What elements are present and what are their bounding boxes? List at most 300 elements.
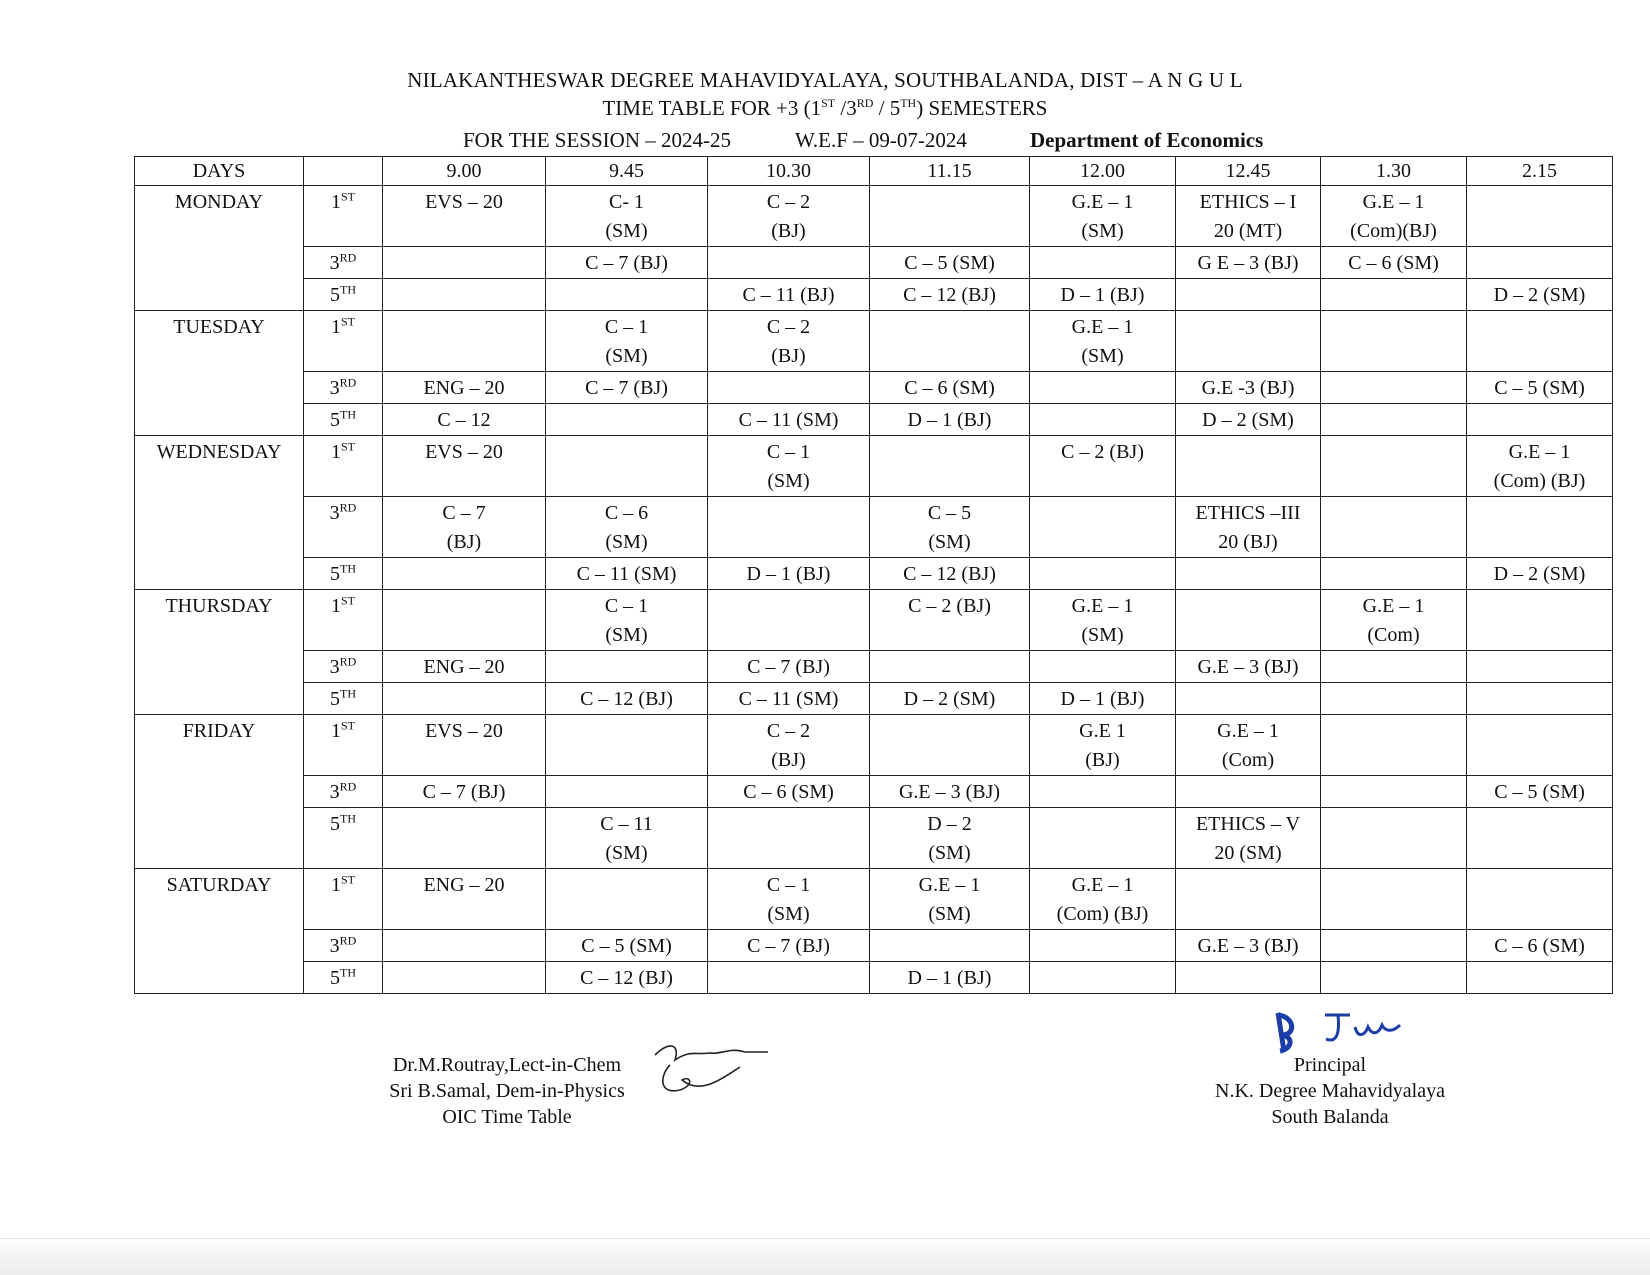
- semester-suffix: RD: [339, 654, 357, 669]
- schedule-cell: [546, 372, 708, 404]
- semester-number: 5: [330, 563, 340, 585]
- class-entry: D – 2 (SM): [903, 688, 996, 710]
- class-entry: G.E – 3 (BJ): [898, 781, 1001, 803]
- semester-number: 3: [329, 377, 340, 399]
- class-entry: D – 2 (SM): [1493, 563, 1586, 585]
- schedule-cell: [1176, 497, 1321, 558]
- class-entry: G.E – 1 (SM): [1071, 191, 1134, 242]
- schedule-cell: [1321, 279, 1467, 311]
- table-row: [135, 683, 1613, 715]
- semester-label: [304, 808, 383, 869]
- schedule-cell: [1176, 808, 1321, 869]
- class-entry: C – 1 (SM): [604, 595, 649, 646]
- semester-number: 3: [329, 935, 340, 957]
- timetable: [134, 156, 1613, 994]
- class-entry: G.E – 1 (SM): [918, 874, 981, 925]
- schedule-cell: [546, 962, 708, 994]
- schedule-cell: [1321, 590, 1467, 651]
- schedule-cell: [870, 186, 1030, 247]
- time-header: 12.00: [1030, 157, 1176, 186]
- class-entry: C – 5 (SM): [581, 935, 672, 957]
- schedule-cell: [1467, 404, 1613, 436]
- table-row: [135, 558, 1613, 590]
- class-entry: G.E – 1 (SM): [1071, 316, 1134, 367]
- schedule-cell: [383, 404, 546, 436]
- semester-number: 3: [329, 781, 340, 803]
- semester-label: [304, 186, 383, 247]
- schedule-cell: [1467, 436, 1613, 497]
- class-entry: C – 1 (SM): [604, 316, 649, 367]
- schedule-cell: [383, 962, 546, 994]
- schedule-cell: [1467, 808, 1613, 869]
- table-row: [135, 497, 1613, 558]
- class-entry: C – 11 (SM): [738, 409, 839, 431]
- schedule-cell: [1176, 558, 1321, 590]
- schedule-cell: [1321, 930, 1467, 962]
- schedule-cell: [870, 715, 1030, 776]
- class-entry: G.E – 1 (Com) (BJ): [1493, 441, 1586, 492]
- timetable-body: [135, 186, 1613, 994]
- schedule-cell: [708, 930, 870, 962]
- schedule-cell: [546, 930, 708, 962]
- schedule-cell: [1467, 869, 1613, 930]
- table-row: [135, 247, 1613, 279]
- schedule-cell: [1030, 558, 1176, 590]
- schedule-cell: [708, 436, 870, 497]
- semester-number: 1: [330, 441, 341, 463]
- class-entry: G.E – 1 (Com): [1217, 720, 1279, 771]
- class-entry: C – 12 (BJ): [903, 284, 996, 306]
- schedule-cell: [1176, 869, 1321, 930]
- schedule-cell: [708, 683, 870, 715]
- class-entry: ETHICS – I 20 (MT): [1199, 191, 1297, 242]
- schedule-cell: [1321, 869, 1467, 930]
- table-row: [135, 279, 1613, 311]
- class-entry: ENG – 20: [423, 874, 505, 896]
- schedule-cell: [1467, 186, 1613, 247]
- schedule-cell: [1176, 311, 1321, 372]
- class-entry: C – 11 (BJ): [742, 284, 835, 306]
- schedule-cell: [870, 590, 1030, 651]
- table-row: [135, 372, 1613, 404]
- schedule-cell: [1176, 962, 1321, 994]
- class-entry: G.E – 3 (BJ): [1197, 935, 1299, 957]
- class-entry: C – 1 (SM): [766, 874, 811, 925]
- schedule-cell: [1176, 186, 1321, 247]
- schedule-cell: [1030, 930, 1176, 962]
- schedule-cell: [1467, 683, 1613, 715]
- day-label: FRIDAY: [135, 715, 304, 869]
- schedule-cell: [1467, 247, 1613, 279]
- class-entry: G.E -3 (BJ): [1201, 377, 1295, 399]
- schedule-cell: [1030, 247, 1176, 279]
- semester-number: 3: [329, 252, 340, 274]
- schedule-cell: [546, 683, 708, 715]
- class-entry: ETHICS –III 20 (BJ): [1195, 502, 1301, 553]
- schedule-cell: [546, 404, 708, 436]
- schedule-cell: [708, 311, 870, 372]
- class-entry: D – 1 (BJ): [907, 409, 992, 431]
- class-entry: C – 7 (BJ): [585, 377, 668, 399]
- semester-number: 3: [329, 502, 340, 524]
- schedule-cell: [383, 683, 546, 715]
- schedule-cell: [1030, 683, 1176, 715]
- semester-label: [304, 930, 383, 962]
- time-header: 10.30: [708, 157, 870, 186]
- schedule-cell: [708, 247, 870, 279]
- timetable-title: TIME TABLE FOR +3 (1ST /3RD / 5TH) SEMESTERS: [602, 96, 1048, 120]
- schedule-cell: [1030, 497, 1176, 558]
- schedule-cell: [870, 683, 1030, 715]
- semester-suffix: ST: [340, 439, 355, 454]
- schedule-cell: [383, 436, 546, 497]
- class-entry: ENG – 20: [423, 377, 505, 399]
- class-entry: D – 1 (BJ): [907, 967, 992, 989]
- schedule-cell: [870, 869, 1030, 930]
- semester-number: 1: [330, 316, 341, 338]
- schedule-cell: [1321, 311, 1467, 372]
- class-entry: C – 5 (SM): [927, 502, 972, 553]
- semester-suffix: TH: [340, 686, 356, 701]
- class-entry: C – 2 (BJ): [766, 191, 811, 242]
- oic-name-1: Dr.M.Routray,Lect-in-Chem: [392, 1054, 622, 1076]
- schedule-cell: [1467, 776, 1613, 808]
- schedule-cell: [546, 808, 708, 869]
- semester-number: 5: [330, 409, 340, 431]
- schedule-cell: [1176, 247, 1321, 279]
- semester-label: [304, 558, 383, 590]
- schedule-cell: [870, 404, 1030, 436]
- schedule-cell: [546, 497, 708, 558]
- schedule-cell: [870, 930, 1030, 962]
- class-entry: G.E 1 (BJ): [1079, 720, 1126, 771]
- schedule-cell: [383, 186, 546, 247]
- schedule-cell: [1467, 930, 1613, 962]
- semester-number: 5: [330, 813, 340, 835]
- schedule-cell: [708, 279, 870, 311]
- day-label: SATURDAY: [135, 869, 304, 994]
- class-entry: C – 6 (SM): [1494, 935, 1585, 957]
- semester-label: [304, 497, 383, 558]
- schedule-cell: [383, 372, 546, 404]
- schedule-cell: [1321, 497, 1467, 558]
- class-entry: C – 12 (BJ): [580, 967, 673, 989]
- schedule-cell: [1030, 186, 1176, 247]
- time-header: 9.00: [383, 157, 546, 186]
- class-entry: C – 7 (BJ): [747, 935, 830, 957]
- class-entry: C – 12 (BJ): [903, 563, 996, 585]
- schedule-cell: [1030, 311, 1176, 372]
- principal-signature-block: [1190, 1052, 1470, 1130]
- schedule-cell: [870, 497, 1030, 558]
- class-entry: G.E – 1 (Com) (BJ): [1056, 874, 1149, 925]
- schedule-cell: [383, 558, 546, 590]
- class-entry: C – 2 (BJ): [766, 316, 811, 367]
- schedule-cell: [383, 808, 546, 869]
- table-row: [135, 962, 1613, 994]
- schedule-cell: [546, 715, 708, 776]
- semester-suffix: TH: [340, 965, 356, 980]
- class-entry: C – 6 (SM): [904, 377, 995, 399]
- schedule-cell: [383, 715, 546, 776]
- semester-suffix: ST: [340, 189, 355, 204]
- schedule-cell: [870, 311, 1030, 372]
- schedule-cell: [383, 311, 546, 372]
- class-entry: C – 6 (SM): [604, 502, 649, 553]
- class-entry: C – 6 (SM): [743, 781, 834, 803]
- semester-suffix: RD: [339, 500, 357, 515]
- institution-title: NILAKANTHESWAR DEGREE MAHAVIDYALAYA, SOUTHBALANDA, DIST – A N G U L: [407, 68, 1243, 92]
- time-header: 2.15: [1467, 157, 1613, 186]
- schedule-cell: [708, 869, 870, 930]
- schedule-cell: [1030, 590, 1176, 651]
- semester-label: [304, 404, 383, 436]
- schedule-cell: [1321, 558, 1467, 590]
- time-header: 9.45: [546, 157, 708, 186]
- schedule-cell: [546, 186, 708, 247]
- class-entry: D – 1 (BJ): [1060, 688, 1145, 710]
- oic-name-2: Sri B.Samal, Dem-in-Physics: [389, 1080, 625, 1102]
- schedule-cell: [1467, 590, 1613, 651]
- schedule-cell: [1321, 808, 1467, 869]
- class-entry: C – 11 (SM): [600, 813, 653, 864]
- schedule-cell: [1321, 186, 1467, 247]
- schedule-cell: [546, 651, 708, 683]
- schedule-cell: [383, 776, 546, 808]
- class-entry: C – 5 (SM): [1494, 781, 1585, 803]
- semester-label: [304, 372, 383, 404]
- schedule-cell: [383, 590, 546, 651]
- schedule-cell: [1176, 590, 1321, 651]
- schedule-cell: [1030, 962, 1176, 994]
- session-label: FOR THE SESSION – 2024-25: [463, 128, 731, 152]
- table-row: [135, 311, 1613, 372]
- semester-label: [304, 962, 383, 994]
- schedule-cell: [383, 279, 546, 311]
- header-row: [135, 157, 1613, 186]
- scan-edge: [0, 1238, 1650, 1275]
- schedule-cell: [1467, 497, 1613, 558]
- table-row: [135, 869, 1613, 930]
- table-row: [135, 930, 1613, 962]
- schedule-cell: [546, 311, 708, 372]
- table-row: [135, 715, 1613, 776]
- time-header: 12.45: [1176, 157, 1321, 186]
- day-label: WEDNESDAY: [135, 436, 304, 590]
- class-entry: C – 11 (SM): [738, 688, 839, 710]
- schedule-cell: [1321, 436, 1467, 497]
- schedule-cell: [383, 869, 546, 930]
- schedule-cell: [1176, 651, 1321, 683]
- schedule-cell: [1030, 715, 1176, 776]
- class-entry: C – 5 (SM): [1494, 377, 1585, 399]
- class-entry: EVS – 20: [425, 441, 503, 463]
- class-entry: C- 1 (SM): [605, 191, 648, 242]
- class-entry: C – 11 (SM): [576, 563, 677, 585]
- principal-title: Principal: [1293, 1054, 1367, 1076]
- class-entry: C – 12 (BJ): [580, 688, 673, 710]
- semester-suffix: RD: [339, 375, 357, 390]
- schedule-cell: [1030, 808, 1176, 869]
- schedule-cell: [1321, 962, 1467, 994]
- semester-number: 1: [330, 720, 341, 742]
- class-entry: C – 12: [437, 409, 491, 431]
- class-entry: EVS – 20: [425, 191, 503, 213]
- schedule-cell: [1321, 372, 1467, 404]
- schedule-cell: [546, 590, 708, 651]
- days-header: DAYS: [135, 157, 304, 186]
- schedule-cell: [1030, 372, 1176, 404]
- schedule-cell: [1467, 558, 1613, 590]
- schedule-cell: [1176, 436, 1321, 497]
- semester-label: [304, 436, 383, 497]
- schedule-cell: [708, 776, 870, 808]
- schedule-cell: [1321, 715, 1467, 776]
- class-entry: D – 2 (SM): [1493, 284, 1586, 306]
- class-entry: EVS – 20: [425, 720, 503, 742]
- semester-label: [304, 776, 383, 808]
- schedule-cell: [1321, 683, 1467, 715]
- schedule-cell: [1176, 279, 1321, 311]
- schedule-cell: [1467, 651, 1613, 683]
- schedule-cell: [1321, 247, 1467, 279]
- schedule-cell: [1030, 279, 1176, 311]
- schedule-cell: [546, 279, 708, 311]
- class-entry: G.E – 1 (Com)(BJ): [1350, 191, 1437, 242]
- schedule-cell: [870, 247, 1030, 279]
- semester-number: 5: [330, 967, 340, 989]
- time-header: 11.15: [870, 157, 1030, 186]
- schedule-cell: [1176, 404, 1321, 436]
- schedule-cell: [870, 436, 1030, 497]
- schedule-cell: [708, 808, 870, 869]
- semester-suffix: TH: [340, 282, 356, 297]
- schedule-cell: [1030, 651, 1176, 683]
- schedule-cell: [870, 279, 1030, 311]
- semester-suffix: TH: [340, 561, 356, 576]
- schedule-cell: [708, 497, 870, 558]
- schedule-cell: [1176, 372, 1321, 404]
- semester-label: [304, 715, 383, 776]
- class-entry: C – 6 (SM): [1348, 252, 1439, 274]
- schedule-cell: [1176, 776, 1321, 808]
- college-name: N.K. Degree Mahavidyalaya: [1215, 1080, 1445, 1102]
- semester-number: 3: [329, 656, 340, 678]
- wef-label: W.E.F – 09-07-2024: [795, 128, 967, 152]
- day-label: THURSDAY: [135, 590, 304, 715]
- schedule-cell: [708, 404, 870, 436]
- schedule-cell: [1030, 869, 1176, 930]
- semester-number: 1: [330, 595, 341, 617]
- semester-label: [304, 651, 383, 683]
- schedule-cell: [870, 558, 1030, 590]
- semester-number: 5: [330, 688, 340, 710]
- schedule-cell: [708, 715, 870, 776]
- semester-number: 5: [330, 284, 340, 306]
- principal-signature-scribble: [1270, 1005, 1420, 1055]
- schedule-cell: [383, 497, 546, 558]
- day-label: TUESDAY: [135, 311, 304, 436]
- class-entry: D – 2 (SM): [1202, 409, 1294, 431]
- schedule-cell: [1321, 776, 1467, 808]
- class-entry: G.E – 1 (Com): [1362, 595, 1425, 646]
- time-header: 1.30: [1321, 157, 1467, 186]
- schedule-cell: [1030, 776, 1176, 808]
- class-entry: D – 1 (BJ): [746, 563, 831, 585]
- table-row: [135, 404, 1613, 436]
- schedule-cell: [708, 558, 870, 590]
- class-entry: C – 2 (BJ): [908, 595, 991, 617]
- class-entry: C – 2 (BJ): [1061, 441, 1144, 463]
- semester-suffix: RD: [339, 250, 357, 265]
- schedule-cell: [1030, 404, 1176, 436]
- semester-suffix: TH: [340, 811, 356, 826]
- semester-suffix: RD: [339, 779, 357, 794]
- day-label: MONDAY: [135, 186, 304, 311]
- schedule-cell: [546, 558, 708, 590]
- schedule-cell: [1321, 404, 1467, 436]
- class-entry: G E – 3 (BJ): [1197, 252, 1299, 274]
- department-label: Department of Economics: [1030, 128, 1264, 152]
- schedule-cell: [870, 808, 1030, 869]
- schedule-cell: [708, 651, 870, 683]
- schedule-cell: [1467, 279, 1613, 311]
- table-row: [135, 776, 1613, 808]
- schedule-cell: [708, 962, 870, 994]
- schedule-cell: [1176, 930, 1321, 962]
- class-entry: C – 7 (BJ): [747, 656, 830, 678]
- semester-suffix: ST: [340, 593, 355, 608]
- semester-label: [304, 590, 383, 651]
- schedule-cell: [383, 651, 546, 683]
- class-entry: G.E – 1 (SM): [1071, 595, 1134, 646]
- semester-label: [304, 311, 383, 372]
- class-entry: C – 7 (BJ): [442, 502, 486, 553]
- class-entry: C – 2 (BJ): [766, 720, 811, 771]
- semester-label: [304, 683, 383, 715]
- schedule-cell: [1176, 683, 1321, 715]
- semester-suffix: TH: [340, 407, 356, 422]
- semester-suffix: ST: [340, 314, 355, 329]
- class-entry: D – 1 (BJ): [1060, 284, 1145, 306]
- table-row: [135, 808, 1613, 869]
- oic-signature-block: [372, 1052, 642, 1130]
- class-entry: ETHICS – V 20 (SM): [1195, 813, 1301, 864]
- table-row: [135, 651, 1613, 683]
- semester-header: [304, 157, 383, 186]
- semester-suffix: ST: [340, 872, 355, 887]
- oic-signature-scribble: [650, 1035, 770, 1115]
- schedule-cell: [1176, 715, 1321, 776]
- semester-label: [304, 247, 383, 279]
- college-location: South Balanda: [1271, 1106, 1389, 1128]
- schedule-cell: [870, 962, 1030, 994]
- schedule-cell: [870, 372, 1030, 404]
- schedule-cell: [1467, 962, 1613, 994]
- semester-label: [304, 279, 383, 311]
- semester-suffix: RD: [339, 933, 357, 948]
- class-entry: G.E – 3 (BJ): [1197, 656, 1299, 678]
- class-entry: C – 7 (BJ): [585, 252, 668, 274]
- schedule-cell: [546, 776, 708, 808]
- schedule-cell: [708, 590, 870, 651]
- schedule-cell: [1467, 372, 1613, 404]
- table-row: [135, 436, 1613, 497]
- class-entry: ENG – 20: [423, 656, 505, 678]
- class-entry: C – 5 (SM): [904, 252, 995, 274]
- schedule-cell: [383, 247, 546, 279]
- table-row: [135, 186, 1613, 247]
